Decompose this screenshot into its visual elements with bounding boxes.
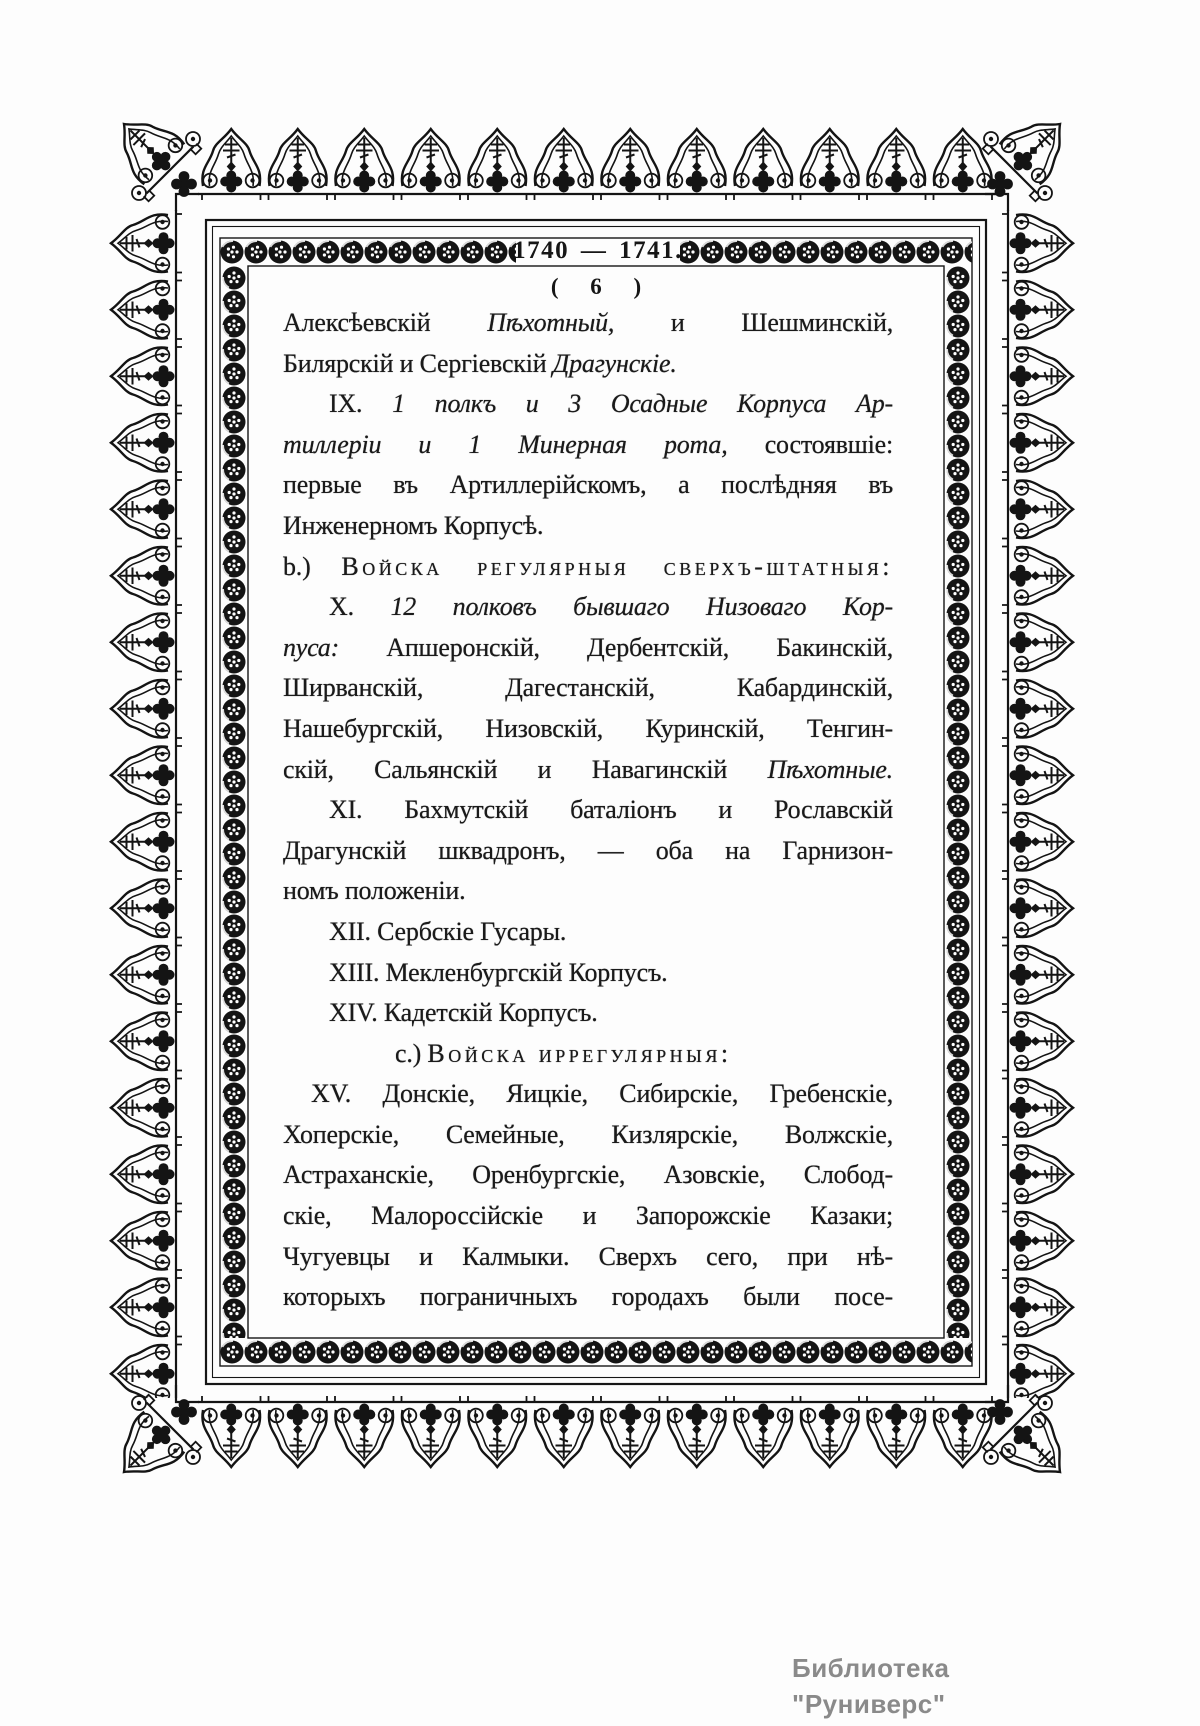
plain-text: Билярскій и Сергіевскій <box>283 348 553 378</box>
text-line <box>283 668 893 709</box>
border-corner-bottom-right <box>983 1385 1087 1498</box>
text-line <box>283 1237 893 1278</box>
text-line <box>283 303 893 344</box>
border-strip-right <box>1002 210 1080 1398</box>
text-line <box>283 547 893 588</box>
italic-text: Пѣхотные. <box>767 754 893 784</box>
text-line <box>283 344 893 385</box>
plain-text: Нашебургскій, Низовскій, Куринскій, Тенгин- <box>283 713 893 743</box>
plain-text: XII. Сербскіе Гусары. <box>329 916 567 946</box>
text-line <box>283 628 893 669</box>
border-corner-top-left <box>98 98 202 211</box>
plain-text: Хоперскіе, Семейные, Кизлярскіе, Волжскіе, <box>283 1119 893 1149</box>
text-line <box>283 425 893 466</box>
plain-text: b.) <box>283 551 342 581</box>
text-line <box>283 871 893 912</box>
plain-text: Драгунскій шквадронъ, — оба на Гарнизон- <box>283 835 893 865</box>
italic-text: Пѣхотный, <box>487 308 615 337</box>
plain-text: Астраханскіе, Оренбургскіе, Азовскіе, Слобод- <box>283 1160 893 1190</box>
text-line <box>283 587 893 628</box>
small-caps-heading: Войска регулярныя сверхъ-штатныя: <box>341 551 894 581</box>
plain-text: скій, Сальянскій и Навагинскій <box>283 754 768 784</box>
plain-text: состоявшіе: <box>727 429 893 459</box>
text-line <box>283 750 893 791</box>
plain-text: которыхъ пограничныхъ городахъ были посе- <box>283 1282 893 1312</box>
italic-text: пуса: <box>283 632 387 662</box>
plain-text: IX. <box>329 389 393 419</box>
text-line <box>283 506 893 547</box>
text-line <box>283 912 893 953</box>
body-text <box>283 303 893 1318</box>
text-line <box>283 831 893 872</box>
border-strip-top <box>198 122 996 200</box>
italic-text: 12 полковъ бывшаго Низоваго Кор- <box>390 592 893 622</box>
plain-text: XI. Бахмутскій баталіонъ и Рославскій <box>329 795 893 825</box>
text-line <box>283 709 893 750</box>
plain-text: Ширванскій, Дагестанскій, Кабардинскій, <box>283 673 893 703</box>
plain-text: XIV. Кадетскій Корпусъ. <box>329 998 598 1028</box>
text-line <box>283 1155 893 1196</box>
plain-text: c.) <box>395 1038 428 1068</box>
text-line <box>283 993 893 1034</box>
border-corner-bottom-left <box>98 1385 202 1498</box>
text-line <box>283 790 893 831</box>
small-caps-heading: Войска иррегулярныя: <box>427 1038 732 1068</box>
plain-text: Алексѣевскій <box>283 308 488 337</box>
text-line <box>283 1115 893 1156</box>
italic-text: 1 полкъ и 3 Осадные Корпуса Ар- <box>392 389 893 419</box>
library-watermark: Библиотека "Руниверс" <box>792 1653 950 1719</box>
text-line <box>283 953 893 994</box>
border-corner-top-right <box>983 98 1087 211</box>
text-line <box>283 1034 893 1075</box>
plain-text: XV. Донскіе, Яицкіе, Сибирскіе, Гребенскіе, <box>311 1079 893 1109</box>
plain-text: скіе, Малороссійскіе и Запорожскіе Казаки; <box>283 1201 893 1231</box>
plain-text: Чугуевцы и Калмыки. Сверхъ сего, при нѣ- <box>283 1241 893 1271</box>
border-strip-left <box>104 210 182 1398</box>
text-line <box>283 384 893 425</box>
plain-text: и Шешминскій, <box>614 308 893 337</box>
plain-text: Инженерномъ Корпусѣ. <box>283 510 544 540</box>
text-line <box>283 465 893 506</box>
header-date: 1740 — 1741. <box>513 237 683 264</box>
italic-text: тиллеріи и 1 Минерная рота, <box>283 429 728 459</box>
plain-text: X. <box>329 592 391 622</box>
page-number: ( 6 ) <box>550 274 642 299</box>
text-line <box>283 1074 893 1115</box>
border-strip-bottom <box>198 1396 996 1474</box>
italic-text: Драгунскіе. <box>552 348 677 378</box>
plain-text: номъ положеніи. <box>283 876 466 906</box>
text-line <box>283 1277 893 1318</box>
plain-text: XIII. Мекленбургскій Корпусъ. <box>329 957 668 987</box>
plain-text: первые въ Артиллерійскомъ, а послѣдняя въ <box>283 470 893 500</box>
plain-text: Апшеронскій, Дербентскій, Бакинскій, <box>386 632 893 662</box>
text-line <box>283 1196 893 1237</box>
